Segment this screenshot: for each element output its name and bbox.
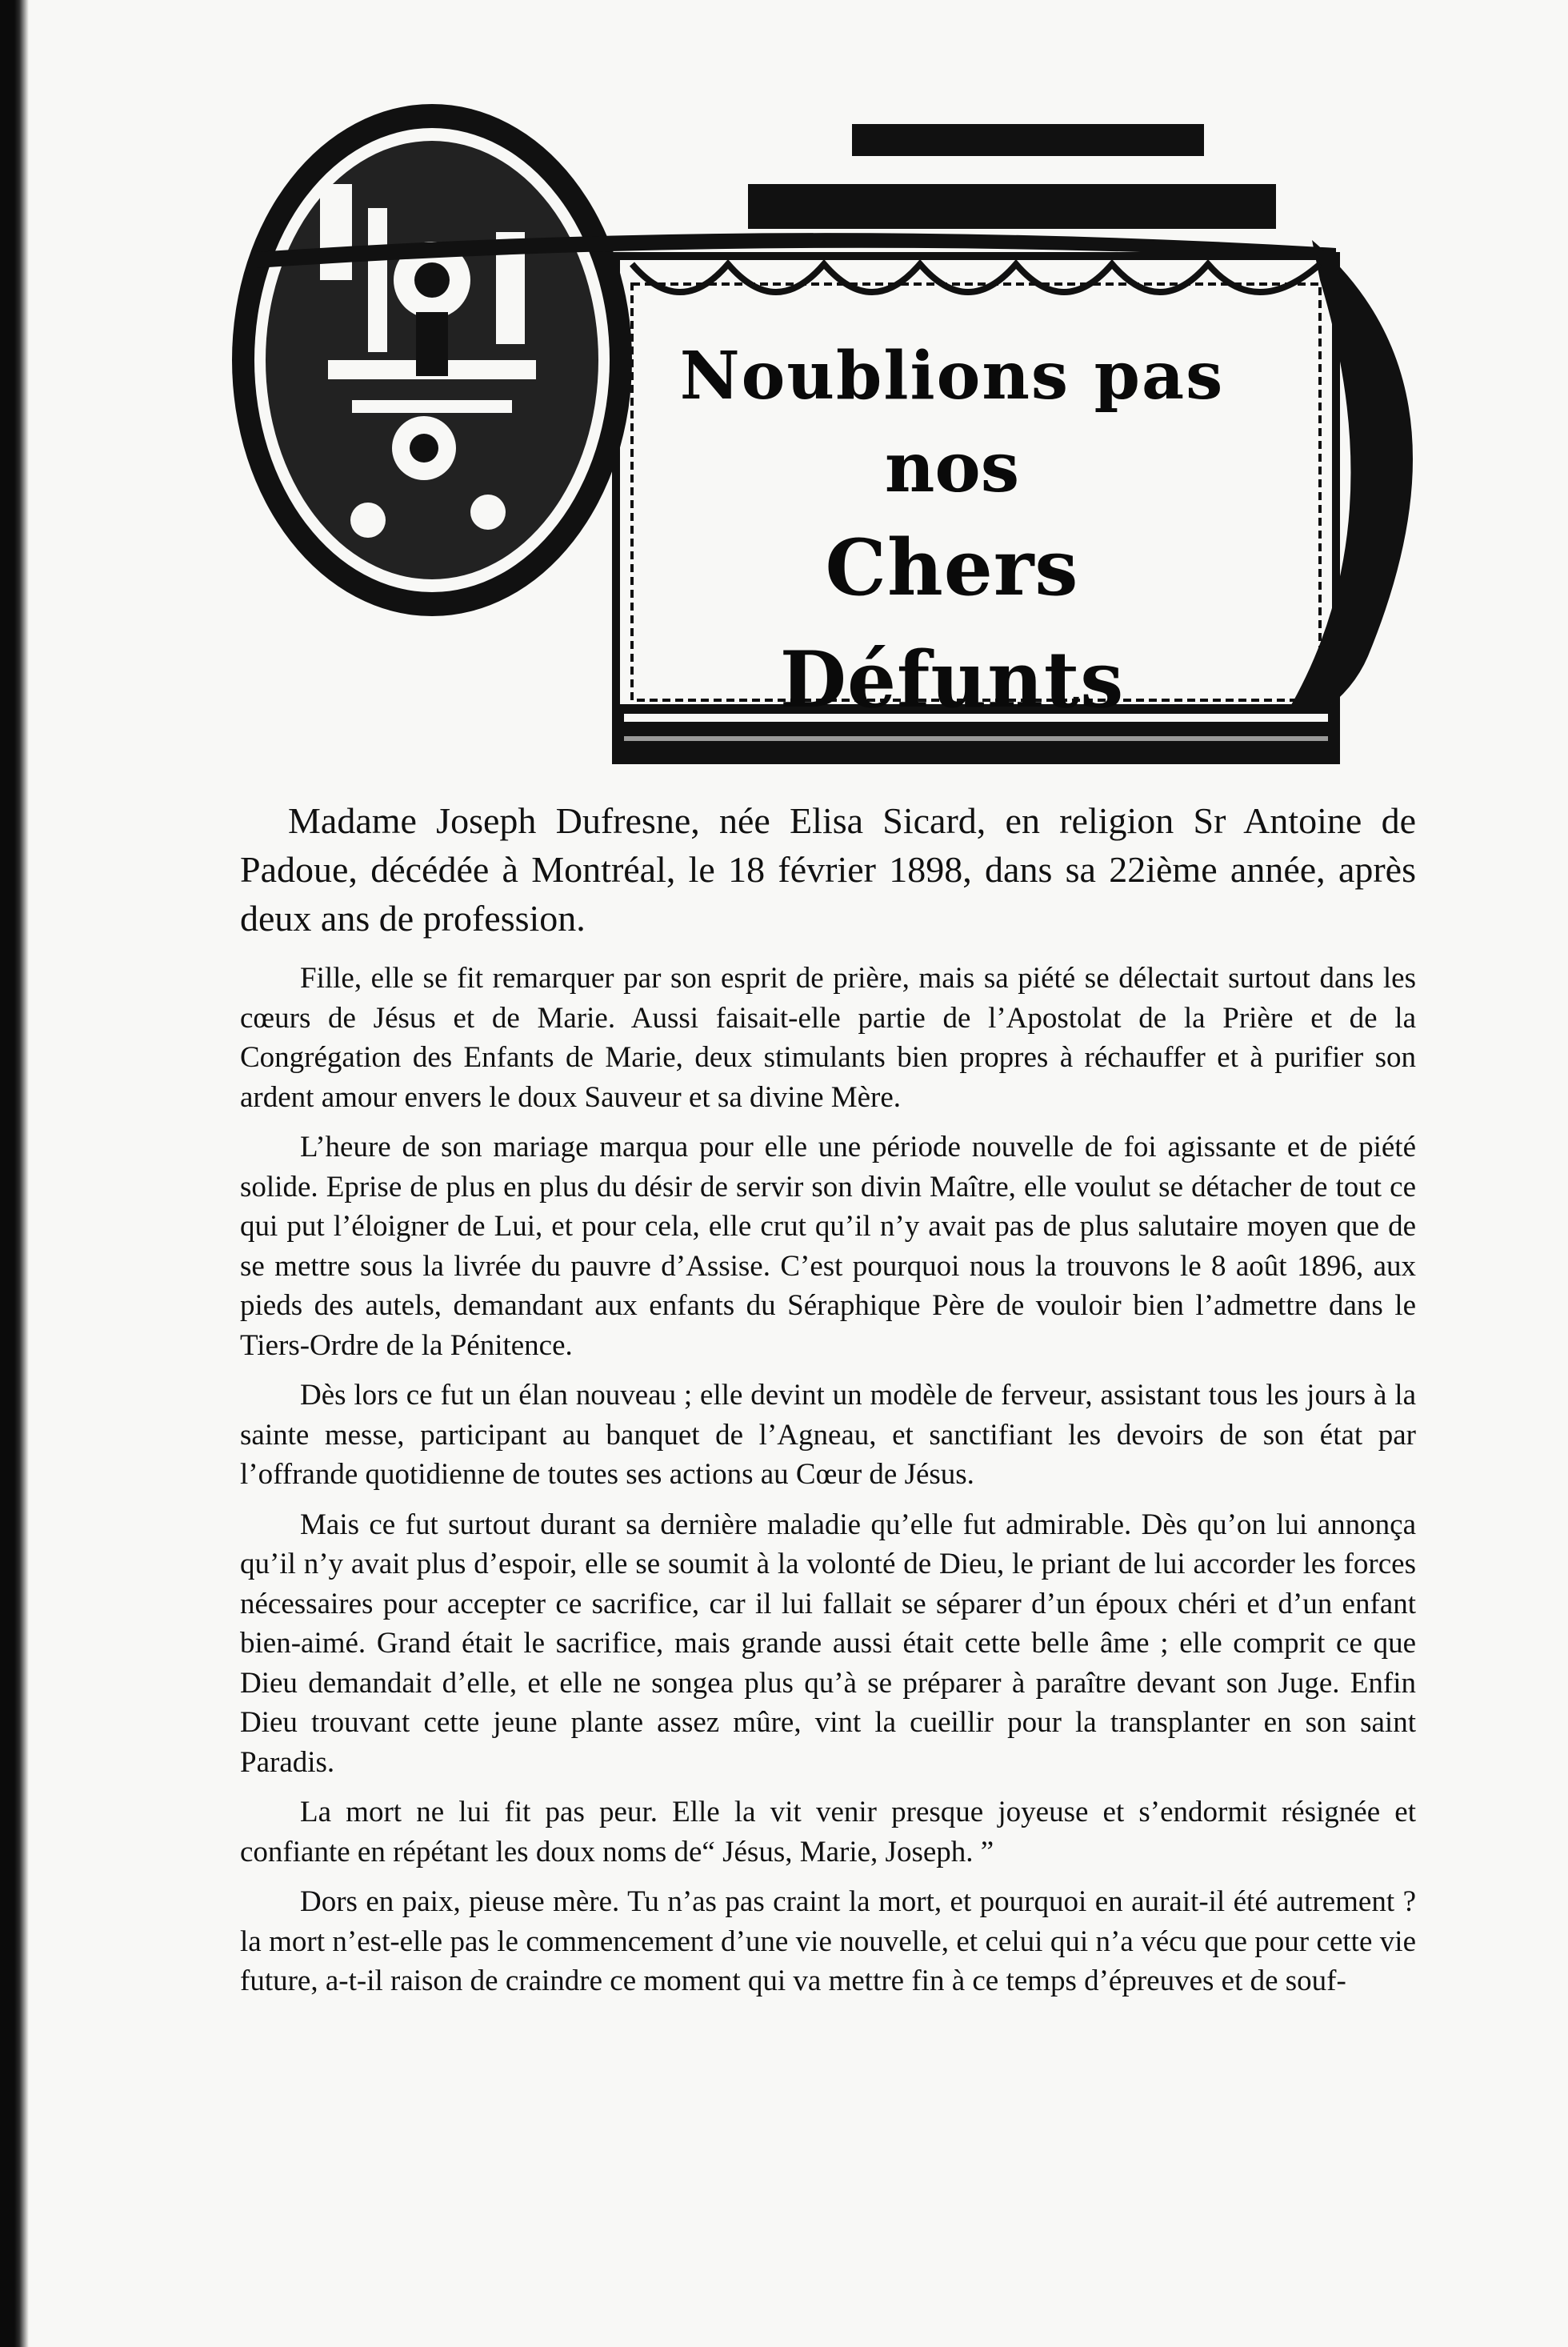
paragraph: Dès lors ce fut un élan nouveau ; elle devint un modèle de ferveur, assistant tous les jours à la sainte messe, participant au banquet de l’Agneau, et sanctifiant les devoirs de son état par l’offrande quotidienne de toutes ses actions au Cœur de Jésus. bbox=[240, 1379, 1416, 1491]
paragraph: L’heure de son mariage marqua pour elle une période nouvelle de foi agissante et de piété solide. Eprise de plus en plus du désir de servir son divin Maître, elle voulut se détacher de tout ce qui put l’éloigner de Lui, et pour cela, elle crut qu’il n’y avait pas de plus salutaire moyen que de se mettre sous la livrée du pauvre d’Assise. C’est pourquoi nous la trouvons le 8 août 1896, aux pieds des autels, demandant aux enfants du Séraphique Père de vouloir bien l’admettre dans le Tiers-Ordre de la Pénitence. bbox=[240, 1131, 1416, 1362]
banner-title-line-3: Chers Défunts bbox=[779, 523, 1125, 725]
paragraph: Fille, elle se fit remarquer par son esprit de prière, mais sa piété se délectait surtout dans les cœurs de Jésus et de Marie. Aussi faisait-elle partie de l’Apostolat de la Prière et de la Congrégation des Enfants de Marie, deux stimulants bien propres à réchauffer et à purifier son ardent amour envers le doux Sauveur et sa divine Mère. bbox=[240, 962, 1416, 1114]
paragraph: Dors en paix, pieuse mère. Tu n’as pas craint la mort, et pourquoi en aurait-il été autrement ? la mort n’est-elle pas le commencement d’une vie nouvelle, et celui qui n’a vécu que pour cette vie future, a-t-il raison de craindre ce moment qui va mettre fin à ce temps d’épreuves et de souf- bbox=[240, 1885, 1416, 1997]
banner-title bbox=[640, 328, 1264, 725]
obituary-lead: Madame Joseph Dufresne, née Elisa Sicard, en religion Sr Antoine de Padoue, décédée à Montréal, le 18 février 1898, dans sa 22ième année, après deux ans de profession. bbox=[240, 800, 1416, 939]
page-binding-edge bbox=[0, 0, 29, 2347]
banner-title-line-1: Noublions pas bbox=[679, 338, 1225, 415]
banner-title-line-2: nos bbox=[884, 427, 1020, 508]
obituary-article bbox=[240, 796, 1416, 2012]
paragraph: Mais ce fut surtout durant sa dernière maladie qu’elle fut admirable. Dès qu’on lui annonça qu’il n’y avait plus d’espoir, elle se soumit à la volonté de Dieu, le priant de lui accorder les forces nécessaires pour accepter ce sacrifice, car il lui fallait se séparer d’un époux chéri et d’un enfant bien-aimé. Grand était le sacrifice, mais grande aussi était cette belle âme ; elle comprit ce que Dieu demandait d’elle, et elle ne songea plus qu’à se préparer à paraître devant son Juge. Enfin Dieu trouvant cette jeune plante assez mûre, vint la cueillir pour la transplanter en son saint Paradis. bbox=[240, 1508, 1416, 1779]
paragraph: La mort ne lui fit pas peur. Elle la vit venir presque joyeuse et s’endormit résignée et confiante en répétant les doux noms de“ Jésus, Marie, Joseph. ” bbox=[240, 1796, 1416, 1868]
medallion-ornament bbox=[232, 104, 632, 616]
scythe-blade bbox=[1272, 240, 1413, 736]
header-bar-middle bbox=[748, 184, 1276, 229]
header-bar-top bbox=[852, 124, 1204, 156]
